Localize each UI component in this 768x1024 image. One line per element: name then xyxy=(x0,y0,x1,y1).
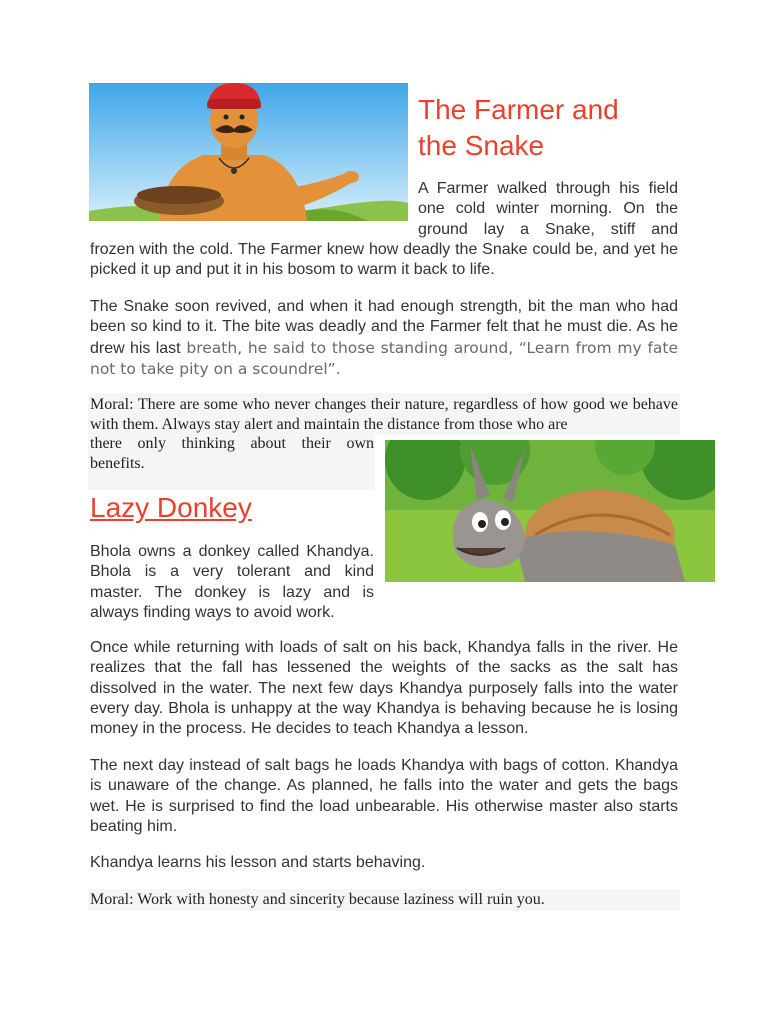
donkey-illustration-svg xyxy=(385,440,715,582)
story1-para1-line2: one cold winter morning. On the xyxy=(418,200,678,218)
story1-moral-top: Moral: There are some who never changes their nature, regardless of how good we behave with them. Always stay alert and maintain the distance from those who are xyxy=(90,396,678,434)
story1-para2 xyxy=(90,297,678,380)
story1-para1-line3: ground lay a Snake, stiff and xyxy=(418,220,678,238)
story2-intro: Bhola owns a donkey called Khandya. Bhola is a very tolerant and kind master. The donkey is lazy and is always finding ways to avoid work. xyxy=(90,543,374,621)
story2-para3: Khandya learns his lesson and starts behaving. xyxy=(90,854,426,871)
story2-para2: The next day instead of salt bags he loads Khandya with bags of cotton. Khandya is unaware of the change. As planned, he falls into the water and gets the bags wet. He is surprised to find the load unbearable. His otherwise master also starts beating him. xyxy=(90,757,678,835)
story1-title-line1: The Farmer and xyxy=(418,94,619,125)
story1-para1-line1: A Farmer walked through his field xyxy=(418,180,678,197)
story2-moral: Moral: Work with honesty and sincerity because laziness will ruin you. xyxy=(90,891,545,908)
story1-moral-bottom: there only thinking about their own benefits. xyxy=(90,435,374,473)
farmer-illustration-svg xyxy=(89,83,408,221)
story2-title: Lazy Donkey xyxy=(90,492,252,523)
story1-title-line2: the Snake xyxy=(418,130,545,161)
story2-para1: Once while returning with loads of salt on his back, Khandya falls in the river. He realizes that the fall has lessened the weights of the sacks as the salt has dissolved in the water. The next few days Khandya purposely falls into the water every day. Bhola is unhappy at the way Khandya is behaving because he is losing money in the process. He decides to teach Khandya a lesson. xyxy=(90,639,678,738)
story1-para1-rest: frozen with the cold. The Farmer knew how deadly the Snake could be, and yet he picked it up and put it in his bosom to warm it back to life. xyxy=(90,241,678,279)
story1-title xyxy=(418,92,718,164)
story1-para2-part-b: breath, he said to those standing around, “Learn from my fate not to take pity on a scoundrel”. xyxy=(90,338,679,378)
story1-para2-part-a: The Snake soon revived, and when it had enough strength, bit the man who had been so kind to it. The bite was deadly and the Farmer felt that he must die. As he drew his last xyxy=(90,298,678,357)
donkey-illustration xyxy=(385,440,715,582)
story1-para1-wrap xyxy=(418,179,678,240)
farmer-illustration xyxy=(89,83,408,221)
